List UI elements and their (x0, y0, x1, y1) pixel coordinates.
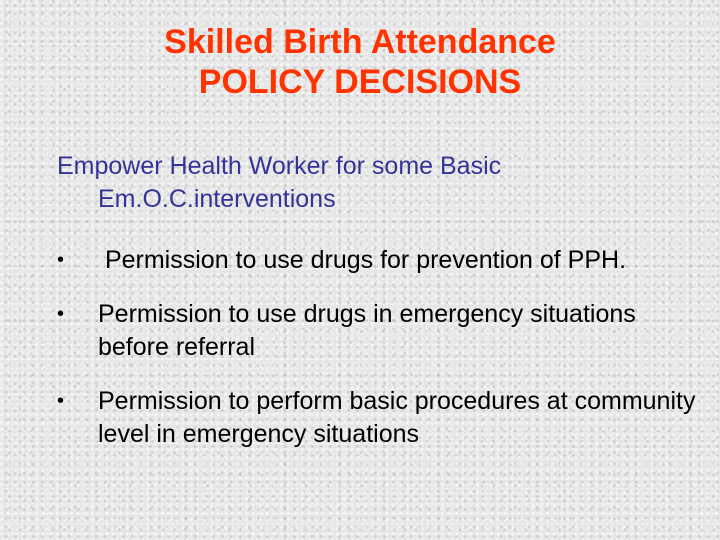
bullet-list (57, 244, 697, 472)
bullet-item-drugs-pph (57, 244, 697, 277)
bullet-marker: • (57, 390, 65, 412)
intro-line-2: Em.O.C.interventions (98, 185, 336, 213)
title-line-1: Skilled Birth Attendance (164, 23, 556, 61)
bullet-text: Permission to use drugs in emergency situations before referral (98, 300, 636, 361)
bullet-text: Permission to use drugs for prevention of PPH. (98, 246, 627, 274)
bullet-marker: • (57, 303, 65, 325)
intro-line-1: Empower Health Worker for some Basic (57, 152, 502, 180)
bullet-item-drugs-emergency (57, 298, 697, 364)
intro-text (57, 150, 697, 216)
bullet-marker: • (57, 249, 65, 271)
bullet-item-basic-procedures (57, 385, 697, 451)
bullet-text: Permission to perform basic procedures at community level in emergency situations (98, 387, 696, 448)
slide-title (0, 22, 720, 102)
title-line-2: POLICY DECISIONS (198, 63, 522, 101)
